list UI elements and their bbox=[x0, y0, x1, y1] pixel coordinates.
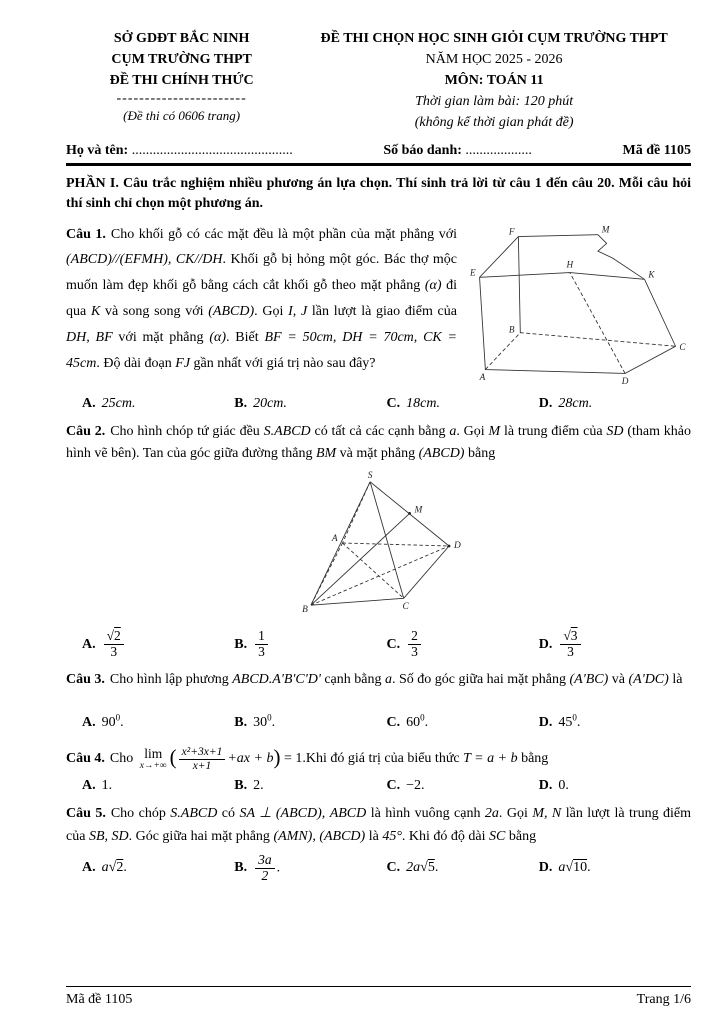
text-run: . Số đo góc giữa hai mặt phẳng bbox=[391, 671, 570, 687]
option-value: 30 bbox=[253, 715, 268, 731]
q2-options bbox=[66, 629, 691, 660]
q1-figure-labels bbox=[469, 224, 686, 385]
q5-options bbox=[66, 853, 691, 884]
text-run: , bbox=[321, 806, 330, 822]
option-label: C. bbox=[386, 395, 401, 411]
math-run: 45° bbox=[382, 828, 402, 844]
q3-option-c bbox=[386, 712, 539, 731]
school-year: NĂM HỌC 2025 - 2026 bbox=[425, 52, 563, 67]
footer-exam-code: Mã đề 1105 bbox=[66, 992, 133, 1007]
vertex-label-a: A bbox=[479, 371, 486, 382]
text-run: với mặt phẳng bbox=[112, 330, 210, 346]
math-run: +ax + b bbox=[227, 751, 274, 767]
q3-option-d bbox=[538, 712, 691, 731]
text-run: có tất cả các cạnh bằng bbox=[310, 423, 450, 439]
text-run: . Độ dài đoạn bbox=[96, 356, 176, 372]
footer-page-number: Trang 1/6 bbox=[636, 992, 691, 1007]
q5-option-a bbox=[82, 860, 234, 876]
text-run: bằng bbox=[517, 751, 549, 767]
equals-run: = 1. bbox=[280, 751, 306, 767]
page-footer bbox=[66, 986, 691, 1008]
lim-subscript: x→+∞ bbox=[139, 760, 167, 771]
option-label: A. bbox=[82, 860, 96, 875]
q2-option-b bbox=[234, 629, 386, 660]
vertex-label-e: E bbox=[470, 267, 476, 278]
text-run: là bbox=[365, 828, 383, 844]
math-run: (α) bbox=[424, 278, 442, 294]
option-value: a bbox=[558, 860, 566, 875]
q4-option-a bbox=[82, 778, 234, 794]
text-run: và mặt phẳng bbox=[336, 446, 419, 462]
math-run: (A'DC) bbox=[628, 671, 669, 687]
option-label: B. bbox=[234, 636, 248, 652]
math-run: SA ⊥ (ABCD) bbox=[239, 806, 322, 822]
candidate-row bbox=[66, 143, 691, 159]
math-run: ABCD bbox=[329, 806, 367, 822]
q2-figure-labels bbox=[302, 471, 461, 615]
q2-option-c bbox=[387, 629, 539, 660]
option-value: 45 bbox=[558, 715, 573, 731]
exam-title: ĐỀ THI CHỌN HỌC SINH GIỎI CỤM TRƯỜNG THPT bbox=[320, 31, 668, 46]
text-run: đi qua bbox=[66, 278, 458, 320]
math-run: (ABCD) bbox=[208, 304, 255, 320]
text-run: bằng bbox=[505, 828, 537, 844]
header-right bbox=[297, 28, 691, 133]
math-run: (AMN), (ABCD) bbox=[273, 828, 366, 844]
option-period: . bbox=[576, 715, 581, 731]
math-run: SD bbox=[606, 423, 624, 439]
math-run: ABCD.A'B'C'D' bbox=[232, 671, 321, 687]
fraction-denominator: 3 bbox=[567, 643, 574, 659]
header-left bbox=[66, 28, 297, 133]
q3-option-a bbox=[82, 712, 234, 731]
option-period: . bbox=[120, 715, 124, 731]
exam-header bbox=[66, 28, 691, 133]
text-run: Cho chóp bbox=[110, 806, 171, 822]
sqrt-sign: √ bbox=[420, 860, 428, 875]
fraction bbox=[179, 746, 226, 772]
math-run: (ABCD)//(EFMH), CK//DH bbox=[66, 252, 223, 268]
option-label: A. bbox=[82, 636, 96, 652]
sbd-label: Số báo danh: bbox=[383, 143, 466, 158]
math-run: DH, BF bbox=[66, 330, 113, 346]
fraction bbox=[408, 629, 421, 660]
sqrt-sign: √ bbox=[565, 860, 574, 875]
fraction-numerator: x²+3x+1 bbox=[179, 746, 226, 760]
option-period: . bbox=[587, 860, 591, 875]
duration: Thời gian làm bài: 120 phút bbox=[415, 94, 574, 109]
option-value: 25cm. bbox=[101, 395, 136, 411]
sqrt-sign: √ bbox=[563, 627, 571, 643]
math-run: SC bbox=[489, 828, 506, 844]
sqrt-sign: √ bbox=[108, 860, 117, 875]
text-run: là bbox=[668, 671, 683, 687]
vertex-label-d: D bbox=[453, 540, 461, 551]
vertex-label-k: K bbox=[648, 268, 655, 279]
text-run: cạnh bằng bbox=[320, 671, 385, 687]
option-value: 20cm. bbox=[253, 395, 287, 411]
q1-option-b bbox=[234, 396, 386, 412]
q1-figure bbox=[467, 224, 691, 392]
q1-options bbox=[66, 396, 691, 412]
math-run: (A'BC) bbox=[569, 671, 609, 687]
text-run: (tham khảo hình vẽ bên). Tan của góc giữa đường thẳng bbox=[66, 423, 692, 462]
option-label: B. bbox=[234, 778, 248, 794]
lim-word: lim bbox=[144, 746, 163, 762]
q3-option-b bbox=[234, 712, 386, 731]
option-value: 60 bbox=[406, 715, 421, 731]
text-run: bằng bbox=[464, 446, 496, 462]
text-run: là hình vuông cạnh bbox=[366, 806, 485, 822]
degree-sup: 0 bbox=[267, 712, 272, 723]
q5-option-d bbox=[539, 860, 691, 876]
math-run: (α) bbox=[209, 330, 226, 346]
duration-note: (không kể thời gian phát đề) bbox=[414, 115, 574, 130]
fraction-numerator: 1 bbox=[255, 629, 268, 645]
fraction-denominator: 3 bbox=[258, 643, 265, 659]
option-label: C. bbox=[386, 636, 401, 652]
q5-label: Câu 5. bbox=[66, 806, 106, 822]
option-label: B. bbox=[234, 395, 248, 411]
q4-text bbox=[66, 740, 691, 774]
q2-option-a bbox=[82, 629, 234, 660]
q4-option-c bbox=[387, 778, 539, 794]
vertex-label-f: F bbox=[508, 226, 515, 237]
fraction bbox=[255, 629, 268, 660]
text-run: . Gọi bbox=[498, 806, 533, 822]
vertex-label-m: M bbox=[601, 224, 610, 235]
vertex-label-b: B bbox=[301, 605, 308, 616]
option-value: 1. bbox=[101, 778, 113, 794]
math-run: M bbox=[488, 423, 501, 439]
q3-options bbox=[66, 712, 691, 731]
question-5 bbox=[66, 803, 691, 883]
q2-figure bbox=[284, 470, 474, 625]
option-label: D. bbox=[538, 778, 553, 794]
option-value: 2a bbox=[406, 860, 421, 875]
q1-option-c bbox=[387, 396, 539, 412]
math-run: BM bbox=[315, 446, 337, 462]
fraction-denominator: 3 bbox=[411, 643, 418, 659]
q3-text bbox=[66, 669, 691, 692]
option-label: A. bbox=[82, 778, 96, 794]
q4-option-b bbox=[234, 778, 386, 794]
fraction bbox=[255, 853, 275, 884]
text-run: . Gọi bbox=[456, 423, 489, 439]
q2-figure-svg bbox=[284, 470, 474, 620]
question-2 bbox=[66, 421, 691, 660]
limit-operator bbox=[140, 747, 167, 771]
text-run: Khi đó giá trị của biểu thức bbox=[305, 751, 464, 767]
text-run: và song song với bbox=[100, 304, 209, 320]
q1-label: Câu 1. bbox=[66, 226, 106, 242]
header-rule bbox=[66, 163, 691, 166]
option-label: C. bbox=[386, 715, 401, 731]
math-run: BF = 50cm, DH = 70cm, CK = 45cm bbox=[66, 330, 457, 372]
fraction-denominator: 3 bbox=[110, 643, 118, 659]
math-run: (ABCD) bbox=[418, 446, 465, 462]
math-run: S.ABCD bbox=[170, 806, 218, 822]
text-run: Cho bbox=[109, 751, 137, 767]
math-run: a bbox=[449, 423, 457, 439]
option-value: a bbox=[101, 860, 109, 875]
sqrt-sign: √ bbox=[106, 627, 115, 643]
math-run: a bbox=[384, 671, 392, 687]
vertex-label-h: H bbox=[566, 259, 574, 270]
official-exam-label: ĐỀ THI CHÍNH THỨC bbox=[109, 73, 254, 88]
math-run: K bbox=[90, 304, 101, 320]
option-label: A. bbox=[82, 395, 96, 411]
q1-option-a bbox=[82, 396, 234, 412]
q5-option-c bbox=[387, 860, 539, 876]
q4-option-d bbox=[539, 778, 691, 794]
dash-divider: ----------------------- bbox=[116, 91, 247, 106]
q5-option-b bbox=[234, 853, 386, 884]
text-run: Cho hình lập phương bbox=[109, 671, 233, 687]
vertex-label-a: A bbox=[331, 533, 338, 544]
page-count-note: (Đề thi có 0606 trang) bbox=[123, 108, 241, 124]
math-run: SB, SD bbox=[88, 828, 129, 844]
degree-sup: 0 bbox=[115, 712, 121, 723]
option-label: B. bbox=[234, 715, 248, 731]
option-label: C. bbox=[386, 860, 401, 875]
part1-heading: PHẦN I. Câu trắc nghiệm nhiều phương án lựa chọn. Thí sinh trả lời từ câu 1 đến câu 20. Mỗi câu hỏi thí sinh chỉ chọn một phương án. bbox=[66, 176, 691, 212]
fraction-numerator: 2 bbox=[408, 629, 421, 645]
q2-text bbox=[66, 421, 691, 466]
option-label: B. bbox=[234, 860, 248, 876]
option-label: D. bbox=[538, 860, 553, 875]
text-run: . Gọi bbox=[254, 304, 289, 320]
option-value: 28cm. bbox=[558, 395, 593, 411]
q1-figure-svg bbox=[467, 224, 691, 387]
text-run: Cho hình chóp tứ giác đều bbox=[110, 423, 264, 439]
subject: MÔN: TOÁN 11 bbox=[444, 73, 544, 88]
option-value: 18cm. bbox=[406, 395, 440, 411]
fraction-numerator bbox=[560, 629, 580, 645]
fraction-numerator: 3a bbox=[255, 853, 275, 869]
math-run: T = a + b bbox=[463, 751, 518, 767]
option-period: . bbox=[434, 860, 439, 875]
left-paren: ( bbox=[169, 745, 177, 770]
option-label: D. bbox=[538, 395, 553, 411]
q3-label: Câu 3. bbox=[66, 671, 105, 687]
text-run: gần nhất với giá trị nào sau đây? bbox=[190, 356, 376, 372]
vertex-label-s: S bbox=[367, 470, 372, 481]
option-period: . bbox=[424, 715, 429, 731]
option-value: 0. bbox=[558, 778, 569, 794]
option-label: D. bbox=[538, 715, 553, 731]
option-label: D. bbox=[538, 636, 553, 652]
fraction bbox=[104, 629, 124, 660]
degree-sup: 0 bbox=[420, 712, 425, 723]
option-label: A. bbox=[82, 715, 96, 731]
sbd-field bbox=[383, 143, 532, 159]
text-run: . Khối gỗ bị hỏng một góc. Bác thợ mộc muốn làm đẹp khối gỗ bằng cách cắt khối gỗ theo mặt phẳng bbox=[66, 252, 458, 294]
name-dotted-line: .............................................. bbox=[131, 143, 293, 158]
text-run: . Khi đó độ dài bbox=[401, 828, 490, 844]
q1-option-d bbox=[539, 396, 691, 412]
question-1 bbox=[66, 222, 691, 412]
text-run: . Góc giữa hai mặt phẳng bbox=[128, 828, 274, 844]
q5-text bbox=[66, 803, 691, 848]
q4-options bbox=[66, 778, 691, 794]
option-label: C. bbox=[386, 778, 401, 794]
department-name: SỞ GDĐT BẮC NINH bbox=[113, 31, 250, 46]
right-paren: ) bbox=[273, 745, 281, 770]
text-run: lần lượt là giao điểm của bbox=[307, 304, 457, 320]
exam-code: Mã đề 1105 bbox=[622, 143, 691, 158]
radicand: 5 bbox=[427, 860, 435, 875]
option-period: . bbox=[276, 860, 281, 876]
question-4 bbox=[66, 740, 691, 794]
radicand: 2 bbox=[116, 860, 124, 875]
text-run: Cho khối gỗ có các mặt đều là một phần của mặt phẳng với bbox=[110, 226, 457, 242]
vertex-label-c: C bbox=[402, 602, 409, 613]
math-run: M, N bbox=[532, 806, 562, 822]
math-run: I, J bbox=[288, 304, 308, 320]
question-3 bbox=[66, 669, 691, 732]
fraction bbox=[560, 629, 580, 660]
radicand: 3 bbox=[570, 627, 578, 643]
radicand: 2 bbox=[114, 627, 121, 643]
text-run: và bbox=[608, 671, 629, 687]
math-run: FJ bbox=[175, 356, 191, 372]
degree-sup: 0 bbox=[572, 712, 577, 723]
q4-label: Câu 4. bbox=[66, 751, 105, 767]
option-value: 2. bbox=[253, 778, 264, 794]
text-run: lần lượt là trung điểm của bbox=[66, 806, 692, 844]
vertex-label-m: M bbox=[414, 505, 422, 516]
math-run: S.ABCD bbox=[263, 423, 311, 439]
radicand: 10 bbox=[573, 860, 588, 875]
vertex-label-d: D bbox=[621, 375, 629, 386]
vertex-label-b: B bbox=[508, 324, 515, 335]
text-run: là trung điểm của bbox=[500, 423, 607, 439]
name-label: Họ và tên: bbox=[66, 143, 132, 158]
name-field bbox=[66, 143, 293, 159]
option-value: −2. bbox=[406, 778, 425, 794]
fraction-denominator: 2 bbox=[261, 867, 269, 883]
q2-label: Câu 2. bbox=[66, 423, 106, 439]
q1-figure-lines bbox=[480, 234, 676, 373]
text-run: có bbox=[217, 806, 240, 822]
text-run: . Biết bbox=[226, 330, 265, 346]
fraction-numerator bbox=[104, 629, 124, 645]
option-period: . bbox=[123, 860, 127, 875]
vertex-label-c: C bbox=[679, 341, 686, 352]
fraction-denominator: x+1 bbox=[192, 759, 212, 772]
option-value: 90 bbox=[101, 715, 116, 731]
option-period: . bbox=[271, 715, 276, 731]
sbd-dotted-line: ................... bbox=[465, 143, 532, 158]
school-cluster: CỤM TRƯỜNG THPT bbox=[111, 52, 252, 67]
q2-option-d bbox=[539, 629, 691, 660]
math-run: 2a bbox=[484, 806, 499, 822]
